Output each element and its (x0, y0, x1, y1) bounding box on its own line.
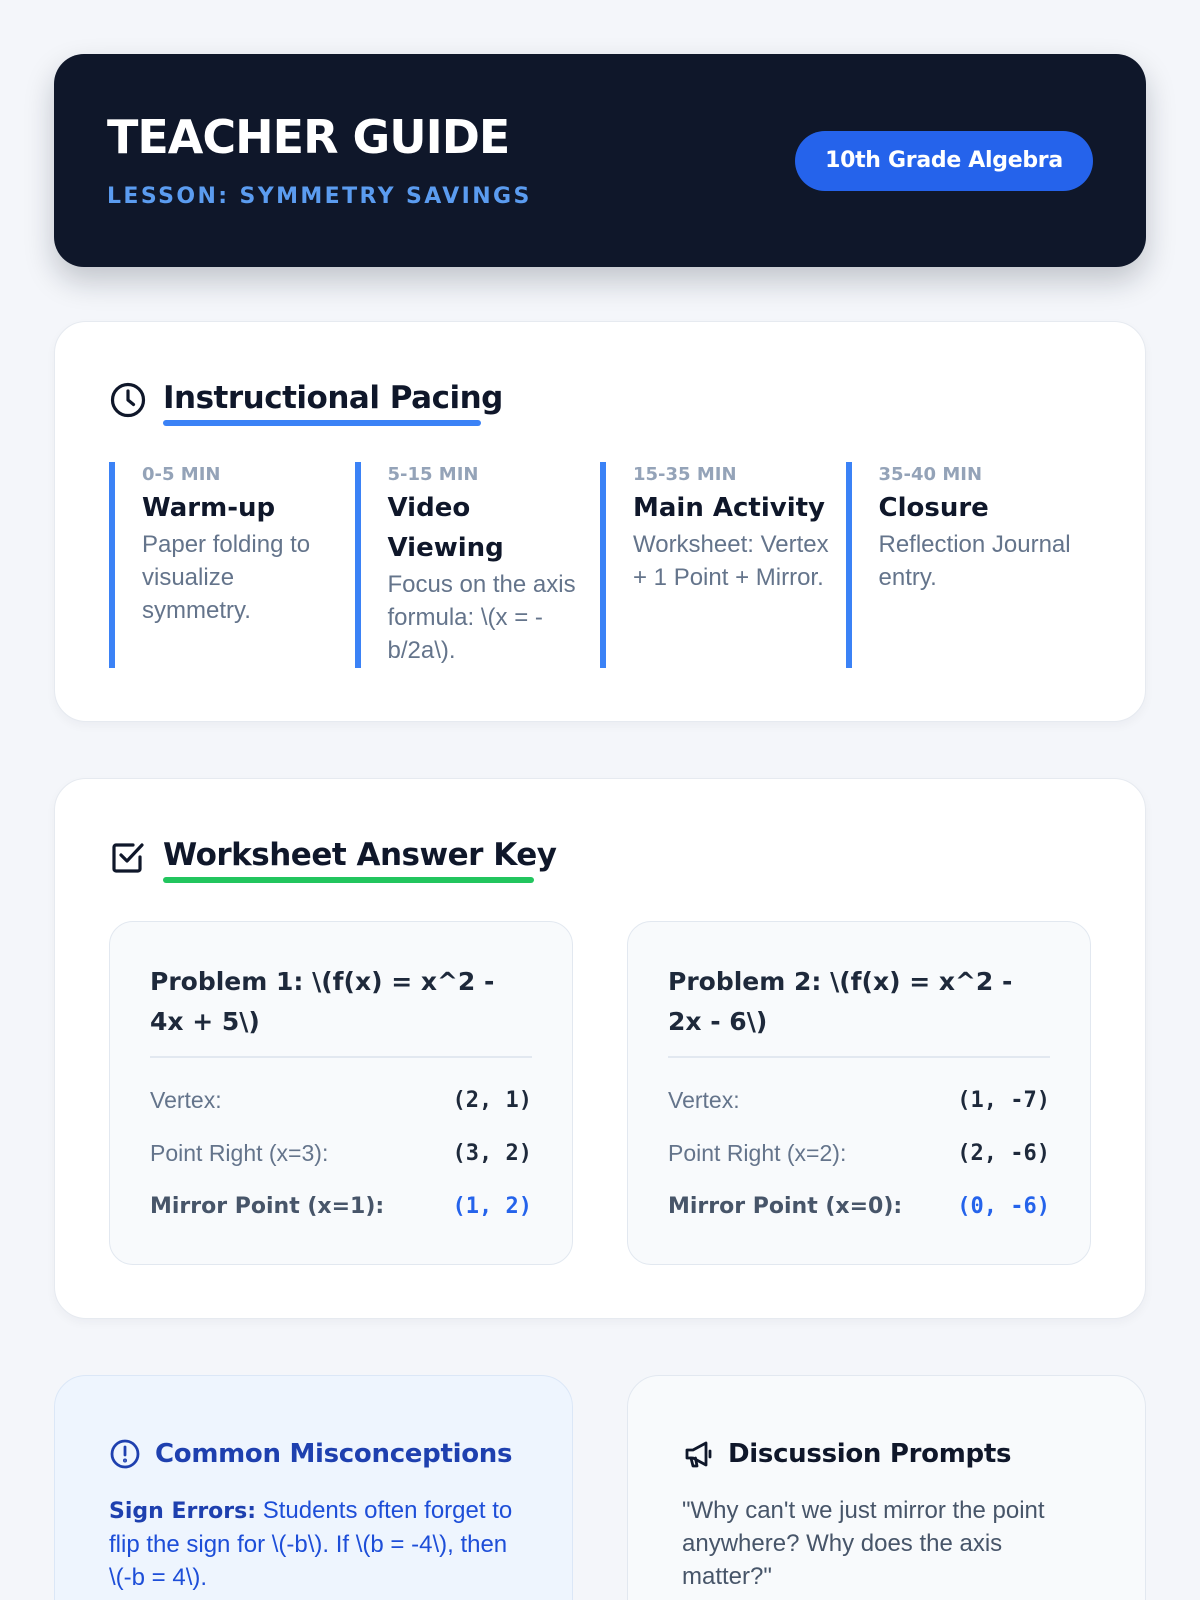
discussion-heading (682, 1432, 1091, 1476)
clock-icon (109, 381, 147, 419)
grade-badge: 10th Grade Algebra (795, 131, 1093, 191)
step-description: Paper folding to visualize symmetry. (142, 531, 311, 624)
step-title: Video Viewing (387, 493, 504, 563)
discussion-prompt-text: "Why can't we just mirror the point anywhere? Why does the axis matter?" (682, 1497, 1045, 1590)
misconceptions-heading (109, 1432, 518, 1476)
answer-key-heading (109, 835, 1091, 879)
discussion-prompts-card (627, 1375, 1146, 1600)
pacing-step (600, 462, 846, 668)
megaphone-icon (682, 1438, 714, 1470)
problem-answers (668, 1074, 1050, 1233)
pacing-heading (109, 378, 1091, 422)
misconception-lead: Sign Errors: (109, 1499, 257, 1524)
vertex-value: (1, -7) (957, 1088, 1050, 1113)
point-right-label: Point Right (x=3): (150, 1140, 329, 1166)
mirror-point-label: Mirror Point (x=0): (668, 1194, 903, 1219)
misconception-body: Students often forget to flip the sign for \(-b\). If \(b = -4\), then \(-b = 4\). (109, 1497, 513, 1591)
mirror-point-row (150, 1180, 532, 1233)
mirror-point-value: (0, -6) (957, 1194, 1050, 1219)
step-description: Reflection Journal entry. (878, 531, 1071, 591)
misconceptions-card (54, 1375, 573, 1600)
point-right-label: Point Right (x=2): (668, 1140, 847, 1166)
bottom-cards-row (54, 1375, 1146, 1600)
pacing-timeline (109, 462, 1091, 668)
header-titles (107, 109, 532, 209)
answer-key-title: Worksheet Answer Key (163, 836, 557, 873)
point-right-row (668, 1127, 1050, 1180)
problem-card (109, 921, 573, 1265)
misconceptions-text (109, 1494, 518, 1594)
lesson-subtitle: LESSON: SYMMETRY SAVINGS (107, 183, 532, 209)
step-time: 15-35 MIN (633, 464, 737, 485)
step-time: 0-5 MIN (142, 464, 221, 485)
pacing-step (109, 462, 355, 668)
problem-title: Problem 1: \(f(x) = x^2 - 4x + 5\) (150, 962, 532, 1058)
pacing-step (355, 462, 601, 668)
problem-answers (150, 1074, 532, 1233)
problem-title: Problem 2: \(f(x) = x^2 - 2x - 6\) (668, 962, 1050, 1058)
step-time: 35-40 MIN (878, 464, 983, 485)
point-right-value: (2, -6) (957, 1141, 1050, 1166)
answer-key-card (54, 778, 1146, 1319)
vertex-label: Vertex: (150, 1087, 222, 1113)
step-title: Warm-up (142, 493, 276, 523)
mirror-point-row (668, 1180, 1050, 1233)
problem-card (627, 921, 1091, 1265)
misconceptions-title: Common Misconceptions (155, 1439, 513, 1469)
step-description: Worksheet: Vertex + 1 Point + Mirror. (633, 531, 829, 591)
pacing-step (846, 462, 1092, 668)
vertex-label: Vertex: (668, 1087, 740, 1113)
problems-row (109, 921, 1091, 1265)
alert-circle-icon (109, 1438, 141, 1470)
pacing-title: Instructional Pacing (163, 379, 503, 416)
guide-header (54, 54, 1146, 267)
checkbox-icon (109, 838, 147, 876)
vertex-row (668, 1074, 1050, 1127)
point-right-value: (3, 2) (452, 1141, 532, 1166)
page-title: TEACHER GUIDE (107, 109, 510, 164)
instructional-pacing-card (54, 321, 1146, 722)
mirror-point-label: Mirror Point (x=1): (150, 1194, 385, 1219)
step-time: 5-15 MIN (387, 464, 479, 485)
step-description: Focus on the axis formula: \(x = -b/2a\). (387, 571, 576, 664)
point-right-row (150, 1127, 532, 1180)
step-title: Main Activity (633, 493, 826, 523)
vertex-row (150, 1074, 532, 1127)
discussion-title: Discussion Prompts (728, 1439, 1012, 1469)
step-title: Closure (878, 493, 989, 523)
vertex-value: (2, 1) (452, 1088, 532, 1113)
mirror-point-value: (1, 2) (452, 1194, 532, 1219)
